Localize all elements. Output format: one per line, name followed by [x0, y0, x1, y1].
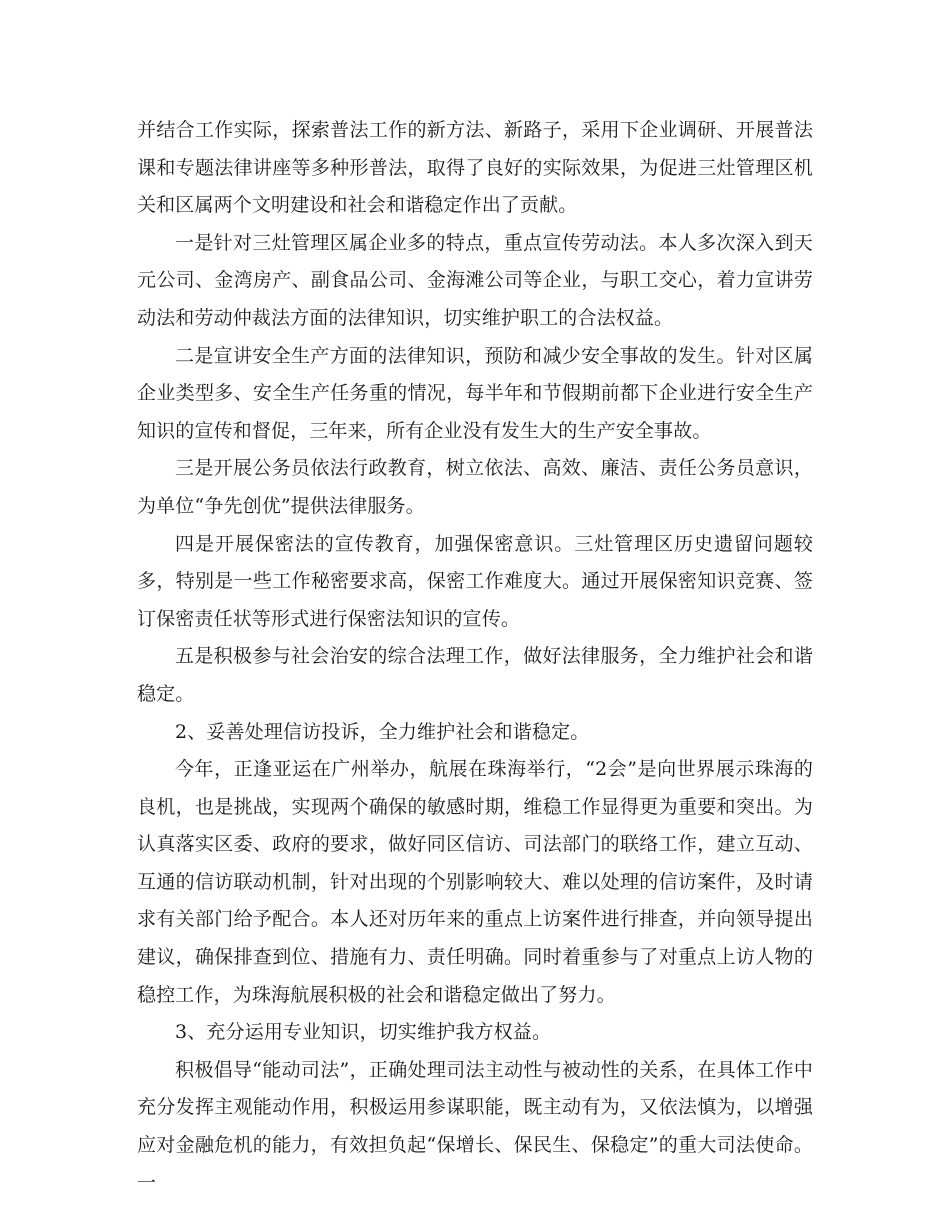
paragraph-8: 今年，正逢亚运在广州举办，航展在珠海举行，“2会”是向世界展示珠海的良机，也是挑战，实现两个确保的敏感时期，维稳工作显得更为重要和突出。为认真落实区委、政府的要求，做好同区信访、司法部门的联络工作，建立互动、互通的信访联动机制，针对出现的个别影响较大、难以处理的信访案件，及时请求有关部门给予配合。本人还对历年来的重点上访案件进行排查，并向领导提出建议，确保排查到位、措施有力、责任明确。同时着重参与了对重点上访人物的稳控工作，为珠海航展积极的社会和谐稳定做出了努力。 — [137, 758, 813, 1006]
paragraph-4: 三是开展公务员依法行政教育，树立依法、高效、廉洁、责任公务员意识，为单位“争先创优”提供法律服务。 — [137, 457, 813, 517]
paragraph-6: 五是积极参与社会治安的综合法理工作，做好法律服务，全力维护社会和谐稳定。 — [137, 645, 813, 705]
paragraph-1: 并结合工作实际，探索普法工作的新方法、新路子，采用下企业调研、开展普法课和专题法律讲座等多种形普法，取得了良好的实际效果，为促进三灶管理区机关和区属两个文明建设和社会和谐稳定作出了贡献。 — [137, 119, 813, 217]
document-body — [137, 112, 813, 1202]
paragraph-3: 二是宣讲安全生产方面的法律知识，预防和减少安全事故的发生。针对区属企业类型多、安全生产任务重的情况，每半年和节假期前都下企业进行安全生产知识的宣传和督促，三年来，所有企业没有发生大的生产安全事故。 — [137, 344, 813, 442]
section-heading-3: 3、充分运用专业知识，切实维护我方权益。 — [175, 1021, 552, 1044]
section-heading-2: 2、妥善处理信访投诉，全力维护社会和谐稳定。 — [175, 720, 590, 743]
paragraph-5: 四是开展保密法的宣传教育，加强保密意识。三灶管理区历史遗留问题较多，特别是一些工作秘密要求高，保密工作难度大。通过开展保密知识竞赛、签订保密责任状等形式进行保密法知识的宣传。 — [137, 532, 813, 630]
paragraph-10: 积极倡导“能动司法”，正确处理司法主动性与被动性的关系，在具体工作中充分发挥主观能动作用，积极运用参谋职能，既主动有为，又依法慎为，以增强应对金融危机的能力，有效担负起“保增长、保民生、保稳定”的重大司法使命。一 — [137, 1058, 813, 1194]
paragraph-2: 一是针对三灶管理区属企业多的特点，重点宣传劳动法。本人多次深入到天元公司、金湾房产、副食品公司、金海滩公司等企业，与职工交心，着力宣讲劳动法和劳动仲裁法方面的法律知识，切实维护职工的合法权益。 — [137, 231, 813, 329]
